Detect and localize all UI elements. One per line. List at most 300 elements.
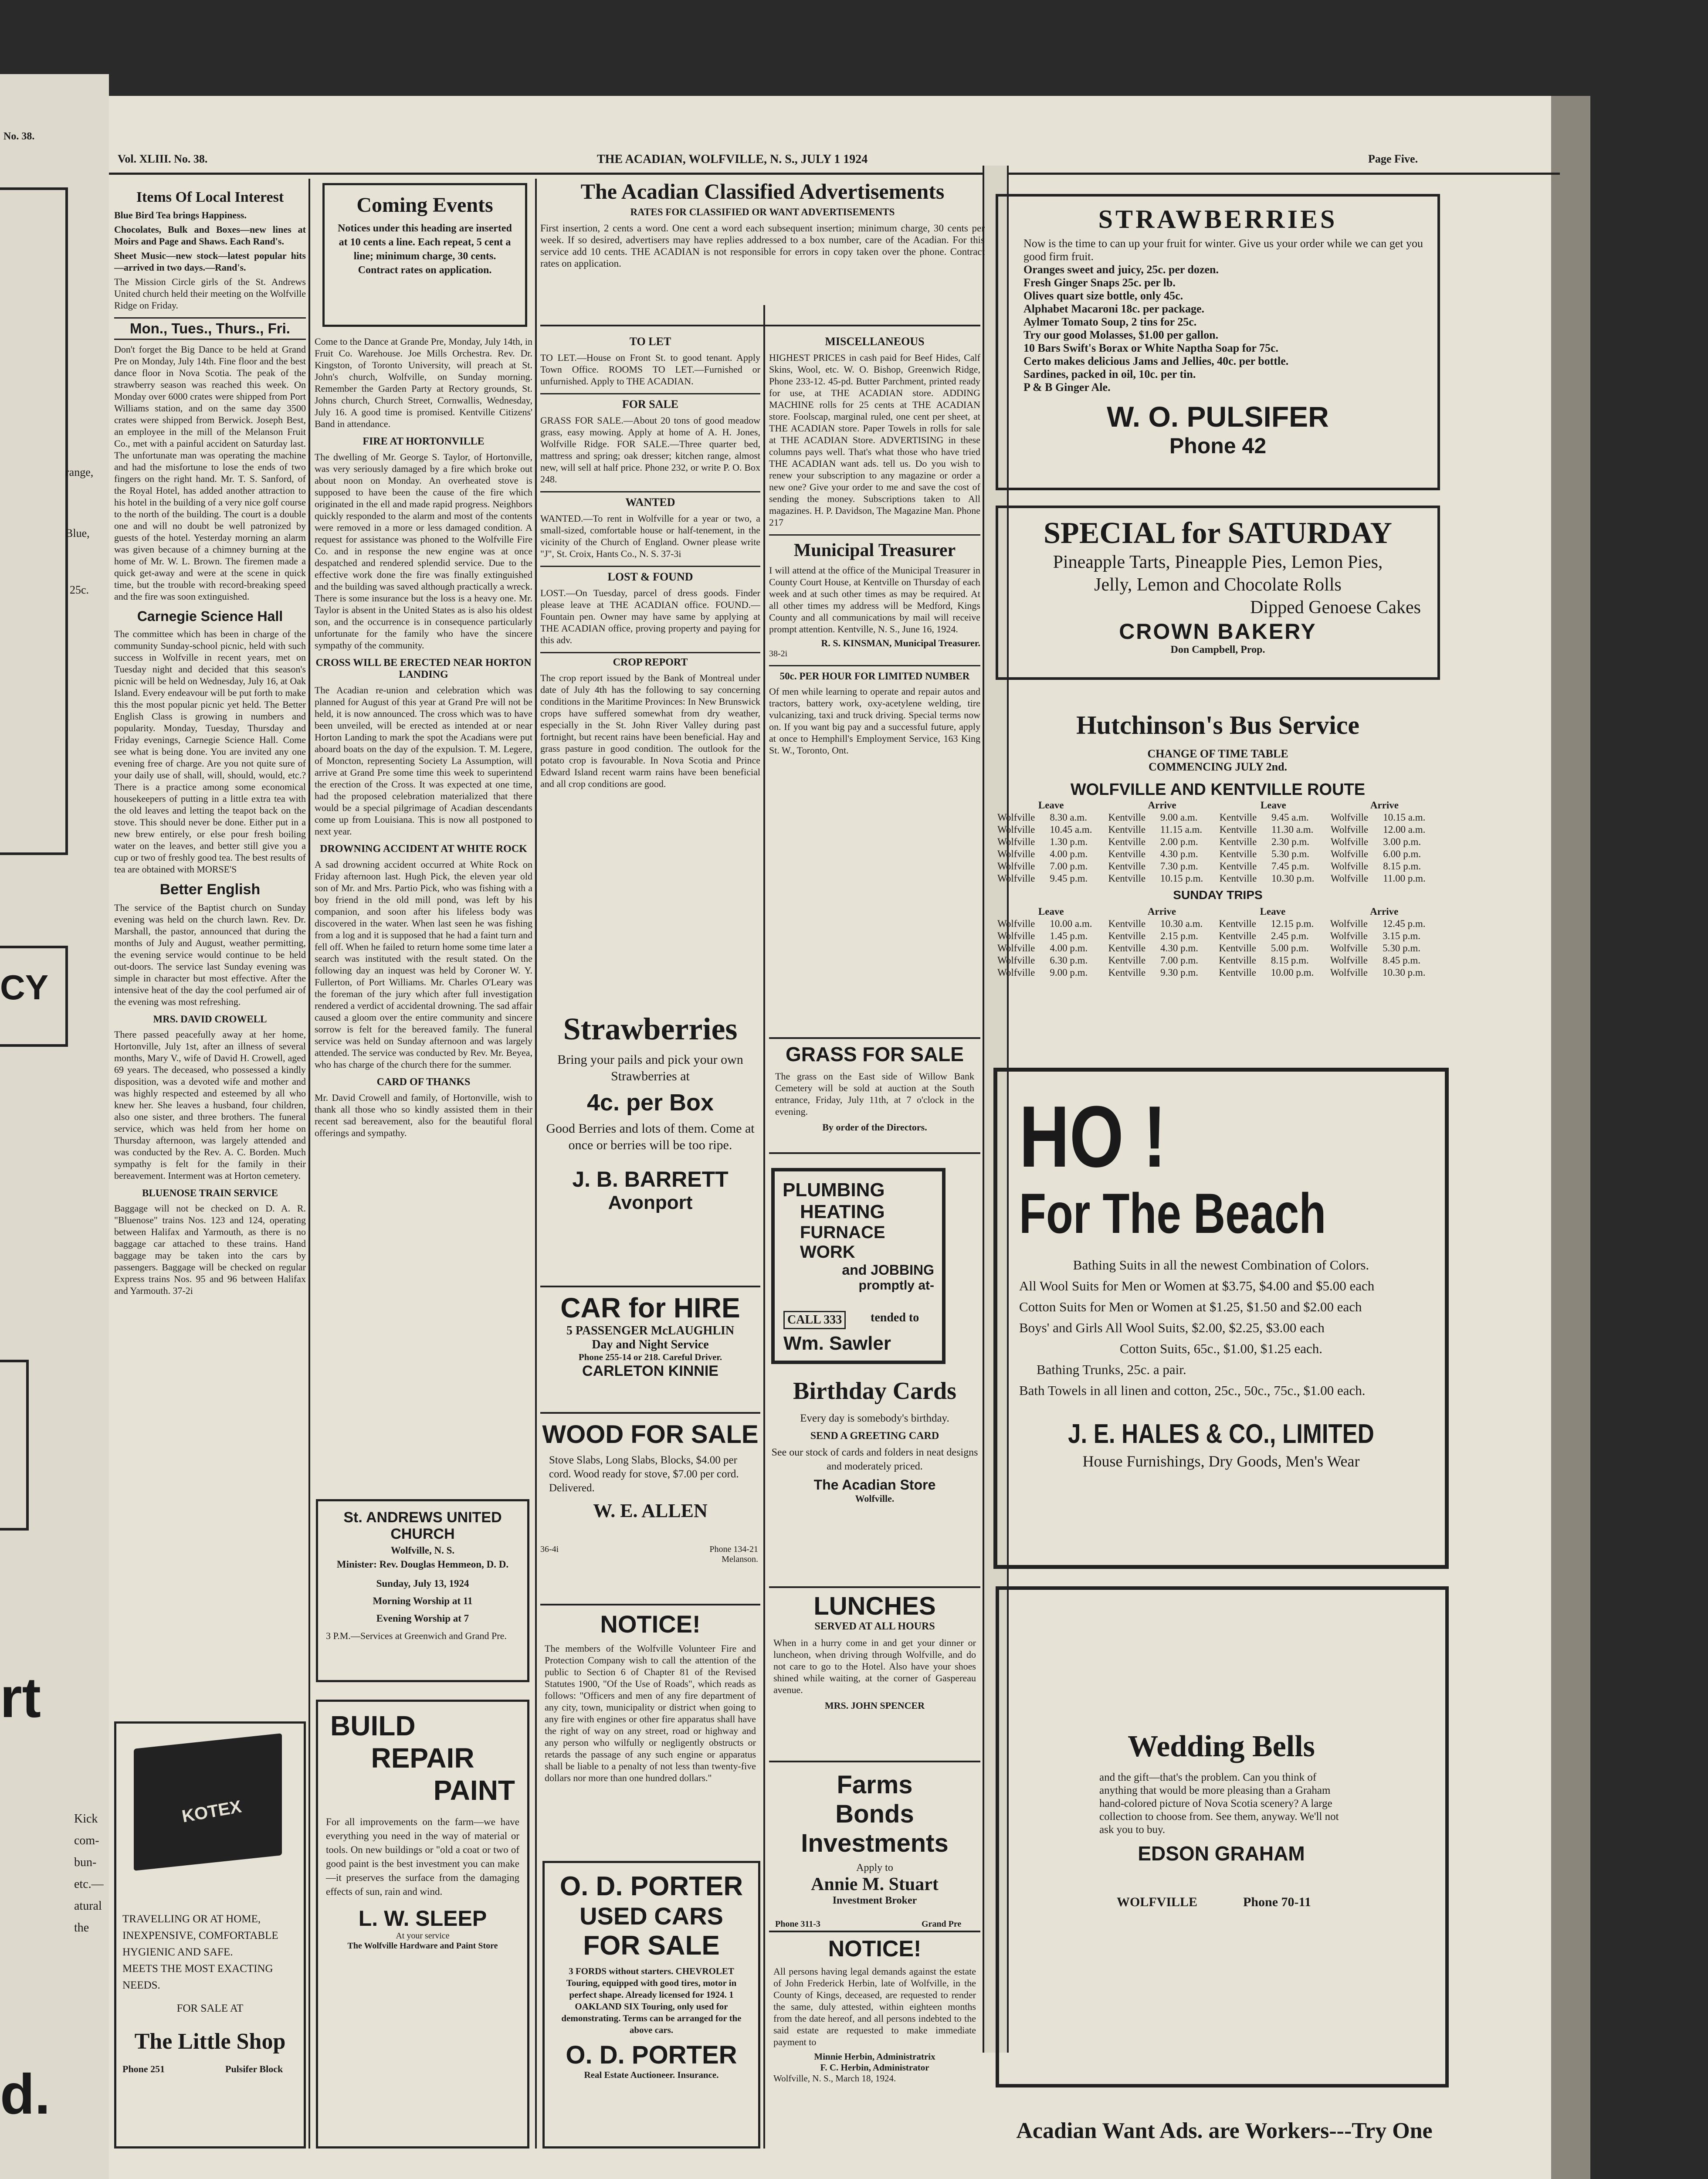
- bus-town-cell: Wolfville: [1330, 918, 1368, 929]
- kotex-line: INEXPENSIVE, COMFORTABLE: [122, 1930, 278, 1941]
- grass-sale-ad: [769, 1037, 980, 1154]
- plumbing-call: CALL 333: [783, 1311, 846, 1329]
- lost-found-body: LOST.—On Tuesday, parcel of dress goods. Finder please leave at THE ACADIAN office. FOUND.—Fountain pen. Owner may have same by applying at THE ACADIAN office, proving property and paying for this adv.: [540, 587, 760, 645]
- want-ads-footer: Acadian Want Ads. are Workers---Try One: [1016, 2118, 1433, 2143]
- bus-town-cell: Wolfville: [997, 930, 1035, 941]
- car-hire-ad: [540, 1286, 760, 1422]
- for-sale-heading: FOR SALE: [540, 393, 760, 411]
- bus-town-cell: Kentville: [1108, 918, 1146, 929]
- bus-time-cell: 1.30 p.m.: [1050, 836, 1088, 847]
- farms-place: Grand Pre: [922, 1919, 962, 1929]
- bus-time-cell: 9.45 a.m.: [1271, 812, 1309, 823]
- treasurer-body: I will attend at the office of the Municipal Treasurer in County Court House, at Kentville on Thursday of each week and at such other times as may be required. At all other times my address will be Medford, Kings County and all communications by mail will receive prompt attention. Kentville, N. S., June 16, 1924.: [769, 565, 980, 635]
- prev-fragment: rt: [0, 1666, 41, 1729]
- estate-date: Wolfville, N. S., March 18, 1924.: [773, 2073, 896, 2084]
- bus-town-cell: Kentville: [1108, 836, 1146, 847]
- bus-town-cell: Wolfville: [1330, 955, 1368, 966]
- bus-town-cell: Kentville: [1219, 943, 1256, 954]
- kotex-logo: KOTEX: [180, 1797, 243, 1826]
- bus-rows: [996, 811, 1440, 885]
- bus-time-cell: 4.30 p.m.: [1160, 943, 1199, 954]
- coming-events-box: [322, 183, 527, 327]
- hales-foot: House Furnishings, Dry Goods, Men's Wear: [1082, 1453, 1360, 1470]
- wood-phone: Phone 134-21 Melanson.: [709, 1544, 758, 1564]
- wood-title: WOOD FOR SALE: [542, 1420, 759, 1449]
- bus-row: [996, 930, 1440, 942]
- grass-body: The grass on the East side of Willow Bank Cemetery will be sold at auction at the South entrance, Friday, July 11th, at 7 o'clock in the evening.: [775, 1071, 974, 1117]
- bus-sub-1: CHANGE OF TIME TABLE: [1147, 747, 1288, 760]
- bus-time-cell: 4.30 p.m.: [1160, 849, 1198, 859]
- local-item: Sheet Music—new stock—latest popular hits—arrived in two days.—Rand's.: [114, 250, 306, 273]
- porter-foot: Real Estate Auctioneer. Insurance.: [584, 2070, 719, 2080]
- birthday-store: The Acadian Store: [813, 1477, 936, 1493]
- build-repair-ad: [316, 1700, 529, 2148]
- build-line-3: PAINT: [433, 1775, 515, 1806]
- bus-row: [996, 860, 1440, 872]
- bus-time-cell: 4.00 p.m.: [1050, 943, 1088, 954]
- beach-title: For The Beach: [1019, 1181, 1326, 1245]
- page-edge: [1551, 96, 1590, 2179]
- bus-time-cell: 6.30 p.m.: [1050, 955, 1088, 966]
- prev-ad-box-1: [0, 187, 68, 855]
- church-date: Sunday, July 13, 1924: [376, 1578, 469, 1589]
- car-hire-name: CARLETON KINNIE: [582, 1363, 718, 1379]
- bus-town-cell: Kentville: [1219, 967, 1256, 978]
- little-shop-name: The Little Shop: [134, 2029, 286, 2054]
- classified-subtitle: RATES FOR CLASSIFIED OR WANT ADVERTISEMENTS: [630, 207, 895, 217]
- drowning-heading: DROWNING ACCIDENT AT WHITE ROCK: [320, 843, 527, 855]
- beach-ho: HO !: [1019, 1088, 1166, 1185]
- bus-time-cell: 12.45 p.m.: [1383, 918, 1426, 929]
- farms-line-3: Investments: [801, 1829, 949, 1857]
- bus-town-cell: Kentville: [1219, 955, 1256, 966]
- estate-sign-1: Minnie Herbin, Administratrix: [814, 2051, 935, 2062]
- bus-col-head: Arrive: [1148, 800, 1176, 811]
- bus-row: [996, 954, 1440, 967]
- wanted-heading: WANTED: [540, 491, 760, 509]
- prev-fragment: 25c.: [70, 584, 89, 596]
- treasurer-code: 38-2i: [769, 649, 788, 658]
- to-let-heading: TO LET: [629, 335, 671, 348]
- thanks-heading: CARD OF THANKS: [376, 1076, 471, 1088]
- bus-time-cell: 10.30 p.m.: [1271, 873, 1315, 884]
- bus-town-cell: Kentville: [1219, 861, 1257, 872]
- birthday-title: Birthday Cards: [793, 1378, 956, 1405]
- kotex-sale: FOR SALE AT: [176, 2003, 244, 2014]
- obituary-body: There passed peacefully away at her home, Hortonville, July 1st, after an illness of several months, Mary V., wife of David H. Crowell, aged 69 years. The deceased, who possessed a kindly disposition, was a devoted wife and mother and was highly respected and esteemed by all who knew her. She leaves a husband, four children, also one sister, and three brothers. The funeral service, which was held from her home on Thursday afternoon, was largely attended and was conducted by the Rev. A. C. Borden. Much sympathy is felt for the family in their bereavement. Interment was at Horton cemetery.: [114, 1029, 306, 1181]
- bus-time-cell: 8.45 p.m.: [1383, 955, 1420, 966]
- bus-time-cell: 10.30 p.m.: [1383, 967, 1426, 978]
- prev-fragment: the: [74, 1921, 89, 1935]
- porter-body: 3 FORDS without starters. CHEVROLET Touring, equipped with good tires, motor in perfect shape. Already licensed for 1924. 1 OAKLAND SIX Touring, only used for demonstrating. Terms can be arranged for the above cars.: [561, 1966, 742, 2035]
- coming-events-notice: Notices under this heading are inserted at 10 cents a line. Each repeat, 5 cent a line; minimum charge, 30 cents. Contract rates on application.: [338, 223, 512, 276]
- plumbing-line-5: promptly at-: [858, 1278, 934, 1293]
- bus-town-cell: Wolfville: [997, 824, 1035, 835]
- fifty-cents-body: Of men while learning to operate and repair autos and tractors, battery work, oxy-acetylene welding, tire vulcanizing, taxi and truck driving. Special terms now on. If you want big pay and a successful future, apply at once to Hemphill's Employment Service, 163 King St. W., Toronto, Ont.: [769, 686, 980, 756]
- bakery-owner: Don Campbell, Prop.: [1170, 644, 1265, 655]
- misc-heading: MISCELLANEOUS: [825, 335, 925, 348]
- bus-town-cell: Wolfville: [1330, 836, 1369, 847]
- wedding-title: Wedding Bells: [1128, 1730, 1315, 1763]
- bus-time-cell: 7.30 p.m.: [1160, 861, 1198, 872]
- hales-name: J. E. HALES & CO., LIMITED: [1068, 1419, 1374, 1449]
- prev-page-number: No. 38.: [3, 131, 35, 142]
- local-item: Chocolates, Bulk and Boxes—new lines at Moirs and Page and Shaws. Each Rand's.: [114, 224, 306, 247]
- bus-town-cell: Wolfville: [997, 918, 1035, 929]
- lunches-ad: [769, 1586, 980, 1767]
- farms-line-1: Farms: [837, 1771, 913, 1799]
- bus-town-cell: Kentville: [1108, 861, 1146, 872]
- obituary-heading: MRS. DAVID CROWELL: [153, 1014, 267, 1025]
- for-sale-body: GRASS FOR SALE.—About 20 tons of good meadow grass, easy mowing. Apply at home of A. H. Jones, Wolfville Ridge. FOR SALE.—Three quarter bed, mattress and spring; oak dresser; kitchen range, almost new, will sell at half price. Phone 232, or write P. O. Box 248.: [540, 415, 760, 485]
- column-4: [769, 329, 980, 1070]
- bus-title: Hutchinson's Bus Service: [1076, 711, 1360, 740]
- church-minister: Minister: Rev. Douglas Hemmeon, D. D.: [336, 1559, 509, 1570]
- bus-row: [996, 811, 1440, 824]
- bus-time-cell: 7.00 p.m.: [1050, 861, 1088, 872]
- pulsifer-line: Alphabet Macaroni 18c. per package.: [1023, 302, 1205, 315]
- porter-cars-ad: [542, 1861, 760, 2148]
- beach-list: [1019, 1255, 1423, 1401]
- wedding-body: and the gift—that's the problem. Can you think of anything that would be more pleasing than a Graham hand-colored picture of Nova Scotia scenery? A large collection to choose from. See them, anyway. We'll not ask you to buy.: [1099, 1772, 1339, 1836]
- page-number: Page Five.: [1368, 153, 1418, 165]
- plumbing-line-2: HEATING: [800, 1201, 885, 1222]
- classified-header: [540, 179, 985, 322]
- cross-heading: CROSS WILL BE ERECTED NEAR HORTON LANDING: [315, 657, 532, 680]
- church-name: St. ANDREWS UNITED CHURCH: [343, 1509, 502, 1542]
- prev-fragment: Kick: [74, 1812, 98, 1826]
- bus-time-cell: 2.30 p.m.: [1271, 836, 1310, 847]
- thanks-body: Mr. David Crowell and family, of Hortonville, wish to thank all those who so kindly assisted them in their recent sad bereavement, also for the beautiful floral offerings and sympathy.: [315, 1092, 532, 1138]
- grass-title: GRASS FOR SALE: [786, 1043, 964, 1066]
- train-body: Baggage will not be checked on D. A. R. "Bluenose" trains Nos. 123 and 124, operating between Halifax and Yarmouth, as there is no baggage car attached to these trains. Hand baggage may be taken into the cars by passengers. Baggage will be checked on regular Express trains Nos. 95 and 96 between Halifax and Yarmouth. 37-2i: [114, 1203, 306, 1296]
- fire-notice-title: NOTICE!: [600, 1610, 701, 1638]
- church-evening: Evening Worship at 7: [376, 1613, 469, 1624]
- bus-time-cell: 9.30 p.m.: [1160, 967, 1199, 978]
- lunches-subtitle: SERVED AT ALL HOURS: [814, 1621, 935, 1632]
- events-body: Come to the Dance at Grande Pre, Monday, July 14th, in Fruit Co. Warehouse. Joe Mills Orchestra. Rev. Dr. Kingston, of Toronto University, will preach at St. John's church, Wolfville, on Sunday morning. Remember the Garden Party at Rectory grounds, St. Johns church, Church Street, Cornwallis, Wednesday, July 16. A good time is promised. Kentville Citizens' Band in attendance.: [315, 336, 532, 429]
- bus-time-cell: 4.00 p.m.: [1050, 849, 1088, 859]
- wedding-phone: Phone 70-11: [1243, 1895, 1311, 1909]
- column-rule: [308, 179, 310, 2148]
- column-rule: [763, 305, 765, 2148]
- barrett-place: Avonport: [608, 1192, 693, 1213]
- bus-town-cell: Wolfville: [1330, 943, 1368, 954]
- bakery-line-2: Jelly, Lemon and Chocolate Rolls: [1094, 575, 1342, 595]
- wedding-ad: [996, 1586, 1449, 2087]
- treasurer-heading: Municipal Treasurer: [769, 534, 980, 561]
- bus-time-cell: 3.15 p.m.: [1383, 930, 1420, 941]
- bus-town-cell: Kentville: [1108, 812, 1146, 823]
- bus-time-cell: 10.15 p.m.: [1160, 873, 1203, 884]
- church-extra: 3 P.M.—Services at Greenwich and Grand Pre.: [326, 1630, 507, 1641]
- bus-route: WOLFVILLE AND KENTVILLE ROUTE: [1070, 781, 1366, 799]
- birthday-line-1: Every day is somebody's birthday.: [800, 1412, 949, 1424]
- estate-notice-title: NOTICE!: [828, 1936, 922, 1962]
- carnegie-heading: Carnegie Science Hall: [137, 608, 283, 624]
- wedding-place: WOLFVILLE: [1117, 1895, 1198, 1909]
- barrett-body: Bring your pails and pick your own Strawberries at: [557, 1052, 743, 1083]
- local-news-body: Don't forget the Big Dance to be held at Grand Pre on Monday, July 14th. Fine floor and the best dance floor in Nova Scotia. The peak of the strawberry season was reached this week. On Monday over 6000 crates were shipped from Port Williams station, and on the same day 3500 crates were shipped from Berwick. Joseph Best, an employee in the mill of the Melanson Fruit Co., met with a painful accident on Saturday last. The unfortunate man was operating the machine and had the misfortune to lose the ends of two fingers on the right hand. Mr. T. S. Sanford, of the Royal Hotel, has added another attraction to his hotel in the building of a very nice golf course to the north of the building. The court is a double one and will no doubt be well patronized by guests of the hotel. Yesterday morning an alarm was given because of a chimney burning at the home of Mr. W. L. Brown. The firemen made a quick get-away and were at the scene in quick time, but the trouble with record-breaking speed and the fire was soon extinguished.: [114, 344, 306, 602]
- bus-time-cell: 1.45 p.m.: [1050, 930, 1088, 941]
- prev-fragment: atural: [74, 1899, 102, 1913]
- bus-time-cell: 9.00 p.m.: [1050, 967, 1088, 978]
- porter-line-2: USED CARS: [580, 1902, 723, 1930]
- lunches-name: MRS. JOHN SPENCER: [824, 1700, 925, 1711]
- prev-fragment: range,: [65, 466, 94, 479]
- local-item: Blue Bird Tea brings Happiness.: [114, 210, 247, 221]
- farms-phone: Phone 311-3: [775, 1919, 820, 1929]
- bus-town-cell: Wolfville: [1330, 849, 1369, 859]
- beach-ad: [993, 1068, 1449, 1569]
- porter-line-3: FOR SALE: [583, 1931, 720, 1961]
- bus-time-cell: 2.00 p.m.: [1160, 836, 1198, 847]
- bus-town-cell: Kentville: [1108, 955, 1146, 966]
- wedding-name: EDSON GRAHAM: [1138, 1842, 1305, 1865]
- bus-town-cell: Kentville: [1108, 943, 1146, 954]
- bakery-ad: [996, 506, 1440, 680]
- kotex-line: MEETS THE MOST EXACTING NEEDS.: [122, 1963, 273, 1991]
- barrett-title: Strawberries: [563, 1011, 738, 1046]
- crop-body: The crop report issued by the Bank of Montreal under date of July 4th has the following to say concerning conditions in the Maritime Provinces: In New Brunswick crops have suffered somewhat from dry weather, especially in the St. John River Valley during past fortnight, but recent rains have been beneficial. Hay and grass pasture in good condition. The outlook for the potato crop is favourable. In Nova Scotia and Prince Edward Island recent warm rains have been beneficial and all crop conditions are good.: [540, 672, 760, 789]
- bus-town-cell: Wolfville: [997, 836, 1035, 847]
- bakery-line-3: Dipped Genoese Cakes: [1250, 597, 1421, 618]
- bus-town-cell: Wolfville: [997, 873, 1035, 884]
- pulsifer-line: Now is the time to can up your fruit for winter. Give us your order while we can get you good firm fruit.: [1023, 237, 1423, 263]
- bus-town-cell: Kentville: [1108, 967, 1146, 978]
- barrett-body-2: Good Berries and lots of them. Come at once or berries will be too ripe.: [546, 1121, 755, 1152]
- kotex-box-image: [134, 1733, 282, 1871]
- fire-body: The dwelling of Mr. George S. Taylor, of Hortonville, was very seriously damaged by a fire which broke out about noon on Monday. An overheated stove is supposed to have been the cause of the fire which originated in the ell and made rapid progress. Neighbors quickly responded to the alarm and most of the contents were removed in a more or less damaged condition. A request for assistance was phoned to the Wolfville Fire Co. and in response the new engine was at once despatched and rendered splendid service. Due to the effective work done the fire was finally extinguished and the building was saved although practically a wreck. There is some insurance but the loss is a heavy one. Mr. Taylor is absent in the United States as is also his oldest son, and the occurrence is in consequence particularly unfortunate for the family who have the sincere sympathy of the community.: [315, 451, 532, 651]
- volume-label: Vol. XLIII. No. 38.: [118, 153, 208, 165]
- pulsifer-phone: Phone 42: [1169, 434, 1267, 458]
- build-body: For all improvements on the farm—we have everything you need in the way of material or tools. On new buildings or "old a coat or two of good paint is the best investment you can make—it preserves the surface from the damaging effects of sun, rain and wind.: [326, 1816, 519, 1897]
- bus-time-cell: 11.30 a.m.: [1271, 824, 1314, 835]
- farms-name: Annie M. Stuart: [811, 1874, 939, 1894]
- build-foot-2: The Wolfville Hardware and Paint Store: [347, 1941, 498, 1951]
- porter-line-1: O. D. PORTER: [559, 1871, 743, 1901]
- bus-town-cell: Wolfville: [997, 943, 1035, 954]
- bus-row: [996, 967, 1440, 979]
- bus-town-cell: Wolfville: [1330, 861, 1369, 872]
- pulsifer-line: Certo makes delicious Jams and Jellies, 40c. per bottle.: [1023, 355, 1289, 367]
- bus-time-cell: 5.30 p.m.: [1383, 943, 1420, 954]
- barrett-name: J. B. BARRETT: [572, 1167, 729, 1191]
- misc-body: HIGHEST PRICES in cash paid for Beef Hides, Calf Skins, Wool, etc. W. O. Bishop, Greenwich Ridge, Phone 233-12. 45-pd. Butter Parchment, printed ready for use, at THE ACADIAN store. ADDING MACHINE rolls for 25 cents at THE ACADIAN store. Foolscap, marginal ruled, one cent per sheet, at THE ACADIAN store. Paper Towels in rolls for sale at THE ACADIAN Store. ADVERTISING in these columns pays well. That's what those who have tried THE ACADIAN want ads. tell us. Do you wish to renew your subscription to any magazine or order a new one? Give your order to me and save the cost of sending the money. Subscriptions taken to All magazines. H. P. Davidson, The Magazine Man. Phone 217: [769, 352, 980, 528]
- bus-town-cell: Kentville: [1108, 849, 1146, 859]
- wood-code: 36-4i: [540, 1544, 559, 1554]
- plumbing-line-4: and JOBBING: [842, 1262, 934, 1278]
- bus-col-head: Leave: [1260, 906, 1286, 917]
- bus-time-cell: 3.00 p.m.: [1383, 836, 1421, 847]
- bus-time-cell: 5.30 p.m.: [1271, 849, 1310, 859]
- bus-col-head: Leave: [1260, 800, 1286, 811]
- estate-notice-ad: [769, 1931, 980, 2150]
- pulsifer-line: P & B Ginger Ale.: [1023, 381, 1111, 394]
- bus-town-cell: Wolfville: [1330, 812, 1369, 823]
- bus-row: [996, 918, 1440, 930]
- beach-line: Bathing Trunks, 25c. a pair.: [1037, 1362, 1186, 1377]
- bus-time-cell: 9.45 p.m.: [1050, 873, 1088, 884]
- bus-time-cell: 2.15 p.m.: [1160, 930, 1199, 941]
- bus-table-header: [996, 799, 1440, 811]
- bus-time-cell: 6.00 p.m.: [1383, 849, 1421, 859]
- plumbing-line-3: FURNACE WORK: [800, 1223, 885, 1262]
- bus-time-cell: 8.15 p.m.: [1271, 955, 1309, 966]
- pulsifer-ad: [996, 194, 1440, 490]
- kotex-line: HYGIENIC AND SAFE.: [122, 1946, 233, 1958]
- train-heading: BLUENOSE TRAIN SERVICE: [142, 1188, 278, 1198]
- build-line-2: REPAIR: [371, 1742, 474, 1774]
- bus-time-cell: 7.00 p.m.: [1160, 955, 1199, 966]
- bus-sunday-heading: SUNDAY TRIPS: [1173, 888, 1263, 902]
- column-3: [540, 329, 760, 983]
- farms-line-2: Bonds: [835, 1800, 914, 1828]
- wanted-body: WANTED.—To rent in Wolfville for a year or two, a small-sized, comfortable house or half-tenement, in the vicinity of the Church of England. Owner please write "J", St. Croix, Hants Co., N. S. 37-3i: [540, 513, 760, 559]
- bus-town-cell: Wolfville: [997, 955, 1035, 966]
- bus-town-cell: Kentville: [1219, 824, 1257, 835]
- car-hire-line-2: Day and Night Service: [592, 1338, 709, 1351]
- wood-body: Stove Slabs, Long Slabs, Blocks, $4.00 per cord. Wood ready for stove, $7.00 per cord. Delivered.: [549, 1454, 739, 1494]
- bus-time-cell: 2.45 p.m.: [1271, 930, 1309, 941]
- bus-time-cell: 9.00 a.m.: [1160, 812, 1198, 823]
- bus-time-cell: 5.00 p.m.: [1271, 943, 1309, 954]
- beach-line: Bathing Suits in all the newest Combination of Colors.: [1073, 1257, 1369, 1273]
- treasurer-sign: R. S. KINSMAN, Municipal Treasurer.: [821, 638, 980, 648]
- kotex-copy: [122, 1911, 297, 1994]
- birthday-cards-ad: [769, 1377, 980, 1586]
- cross-body: The Acadian re-union and celebration which was planned for August of this year at Grand Pre will not be held, it is now announced. The cross which was to have been unveiled, will be erected as intended at or near Horton Landing to mark the spot the Acadians were put aboard boats on the day of the expulsion. T. M. Legere, of Moncton, representing Society La Assumption, will arrive at Grand Pre some time this week to superintend the erection of the Cross. It was expected at one time, had the proposed celebration materialized that there would be a special pilgrimage of Acadian descendants come up from Louisiana. This is now all postponed to next year.: [315, 685, 532, 837]
- dance-heading: Mon., Tues., Thurs., Fri.: [114, 317, 306, 340]
- prev-fragment: CY: [0, 968, 49, 1007]
- bus-sunday-table: [996, 906, 1440, 979]
- bus-town-cell: Wolfville: [1330, 967, 1368, 978]
- plumbing-name: Wm. Sawler: [783, 1333, 891, 1354]
- kotex-line: TRAVELLING OR AT HOME,: [122, 1913, 261, 1925]
- porter-name: O. D. PORTER: [566, 2041, 737, 2069]
- bus-town-cell: Wolfville: [1330, 873, 1369, 884]
- bus-sub-2: COMMENCING JULY 2nd.: [1148, 760, 1288, 773]
- masthead-line: THE ACADIAN, WOLFVILLE, N. S., JULY 1 1924: [597, 153, 868, 166]
- bus-service-ad: [996, 710, 1440, 1059]
- church-morning: Morning Worship at 11: [373, 1595, 473, 1606]
- bus-town-cell: Wolfville: [1330, 824, 1369, 835]
- bus-time-cell: 7.45 p.m.: [1271, 861, 1310, 872]
- prev-fragment: etc.—: [74, 1877, 104, 1891]
- bus-town-cell: Kentville: [1108, 930, 1146, 941]
- bus-town-cell: Kentville: [1219, 849, 1257, 859]
- column-2: [315, 336, 532, 1434]
- beach-line: Boys' and Girls All Wool Suits, $2.00, $2.25, $3.00 each: [1019, 1320, 1325, 1335]
- car-hire-line-1: 5 PASSENGER McLAUGHLIN: [566, 1324, 735, 1337]
- bus-time-cell: 8.30 a.m.: [1050, 812, 1087, 823]
- grass-foot: By order of the Directors.: [822, 1122, 927, 1133]
- classified-title: The Acadian Classified Advertisements: [580, 179, 945, 204]
- header-rule: [109, 173, 1560, 175]
- bus-row: [996, 942, 1440, 954]
- prev-fragment: bun-: [74, 1856, 97, 1869]
- bus-town-cell: Wolfville: [997, 861, 1035, 872]
- plumbing-line-1: PLUMBING: [783, 1179, 885, 1201]
- bakery-title: SPECIAL for SATURDAY: [1044, 516, 1392, 550]
- bus-row: [996, 872, 1440, 885]
- bus-town-cell: Kentville: [1108, 824, 1146, 835]
- bus-time-cell: 10.00 a.m.: [1050, 918, 1092, 929]
- plumbing-ad: [771, 1168, 946, 1364]
- coming-events-title: Coming Events: [356, 193, 493, 217]
- car-hire-line-3: Phone 255-14 or 218. Careful Driver.: [578, 1352, 722, 1362]
- bus-col-head: Leave: [1038, 800, 1064, 811]
- bus-time-cell: 10.45 a.m.: [1050, 824, 1092, 835]
- little-shop-phone: Phone 251: [122, 2064, 165, 2074]
- pulsifer-list: [1023, 237, 1430, 394]
- beach-line: Cotton Suits for Men or Women at $1.25, $1.50 and $2.00 each: [1019, 1299, 1362, 1314]
- fifty-cents-heading: 50c. PER HOUR FOR LIMITED NUMBER: [769, 665, 980, 682]
- bus-time-cell: 10.30 a.m.: [1160, 918, 1203, 929]
- prev-fragment: com-: [74, 1834, 99, 1847]
- build-name: L. W. SLEEP: [358, 1906, 487, 1931]
- beach-line: Cotton Suits, 65c., $1.00, $1.25 each.: [1120, 1341, 1322, 1356]
- baptist-body: The service of the Baptist church on Sunday evening was held on the church lawn. Rev. Dr. Marshall, the pastor, announced that during the months of July and August, weather permitting, the evening service would continue to be held out-doors. The service last Sunday evening was simple in character but most effective. After the intensive heat of the day the cool perfumed air of the evening was most refreshing.: [114, 902, 306, 1007]
- classified-rule: [540, 325, 980, 326]
- bus-col-head: Leave: [1038, 906, 1064, 917]
- plumbing-line-7: tended to: [871, 1311, 919, 1324]
- bus-col-head: Arrive: [1370, 906, 1399, 917]
- little-shop-address: Pulsifer Block: [225, 2064, 283, 2074]
- wood-name: W. E. ALLEN: [593, 1500, 708, 1521]
- bus-time-cell: 10.15 a.m.: [1383, 812, 1426, 823]
- build-foot-1: At your service: [396, 1931, 450, 1941]
- previous-page-strip: [0, 74, 109, 2179]
- fire-heading: FIRE AT HORTONVILLE: [363, 436, 485, 447]
- pulsifer-name: W. O. PULSIFER: [1107, 401, 1329, 433]
- investments-ad: [769, 1761, 980, 1932]
- lunches-body: When in a hurry come in and get your dinner or luncheon, when driving through Wolfville, and do not care to go to the Hotel. Also have your shoes shined while waiting, at the corner of Gaspereau avenue.: [773, 1637, 976, 1695]
- prev-fragment: d.: [0, 2062, 51, 2126]
- farms-apply: Apply to: [856, 1862, 893, 1874]
- bus-col-head: Arrive: [1370, 800, 1399, 811]
- bus-time-cell: 8.15 p.m.: [1383, 861, 1421, 872]
- bus-town-cell: Kentville: [1219, 930, 1256, 941]
- barrett-price: 4c. per Box: [586, 1090, 714, 1116]
- local-interest-title: Items Of Local Interest: [136, 189, 284, 205]
- bus-weekday-table: [996, 799, 1440, 885]
- bus-town-cell: Wolfville: [997, 812, 1035, 823]
- to-let-body: TO LET.—House on Front St. to good tenant. Apply Town Office. ROOMS TO LET.—Furnished or unfurnished. Apply to THE ACADIAN.: [540, 352, 760, 387]
- bus-town-cell: Wolfville: [997, 849, 1035, 859]
- bus-time-cell: 12.00 a.m.: [1383, 824, 1426, 835]
- bus-town-cell: Kentville: [1219, 873, 1257, 884]
- classified-rates: First insertion, 2 cents a word. One cent a word each subsequent insertion; minimum charge, 30 cents per week. If so desired, advertisers may have replies addressed to a box number, care of the Acadian. For this service add 10 cents. THE ACADIAN is not responsible for errors in copy taken over the phone. Contract rates on application.: [540, 223, 985, 269]
- pulsifer-line: Fresh Ginger Snaps 25c. per lb.: [1023, 276, 1176, 289]
- pulsifer-title: STRAWBERRIES: [1098, 205, 1338, 234]
- prev-fragment: Blue,: [65, 527, 90, 540]
- bus-time-cell: 12.15 p.m.: [1271, 918, 1314, 929]
- better-english-heading: Better English: [159, 881, 261, 898]
- beach-line: All Wool Suits for Men or Women at $3.75, $4.00 and $5.00 each: [1019, 1278, 1375, 1293]
- church-ad: [316, 1499, 529, 1682]
- bus-time-cell: 10.00 p.m.: [1271, 967, 1314, 978]
- church-place: Wolfville, N. S.: [390, 1545, 455, 1556]
- pulsifer-line: Sardines, packed in oil, 10c. per tin.: [1023, 368, 1196, 380]
- bus-col-head: Arrive: [1147, 906, 1176, 917]
- bakery-name: CROWN BAKERY: [1119, 619, 1317, 644]
- birthday-line-2: SEND A GREETING CARD: [810, 1430, 939, 1442]
- bus-town-cell: Kentville: [1219, 812, 1257, 823]
- bus-town-cell: Kentville: [1108, 873, 1146, 884]
- pulsifer-line: 10 Bars Swift's Borax or White Naptha Soap for 75c.: [1023, 342, 1279, 354]
- lunches-title: LUNCHES: [813, 1592, 936, 1620]
